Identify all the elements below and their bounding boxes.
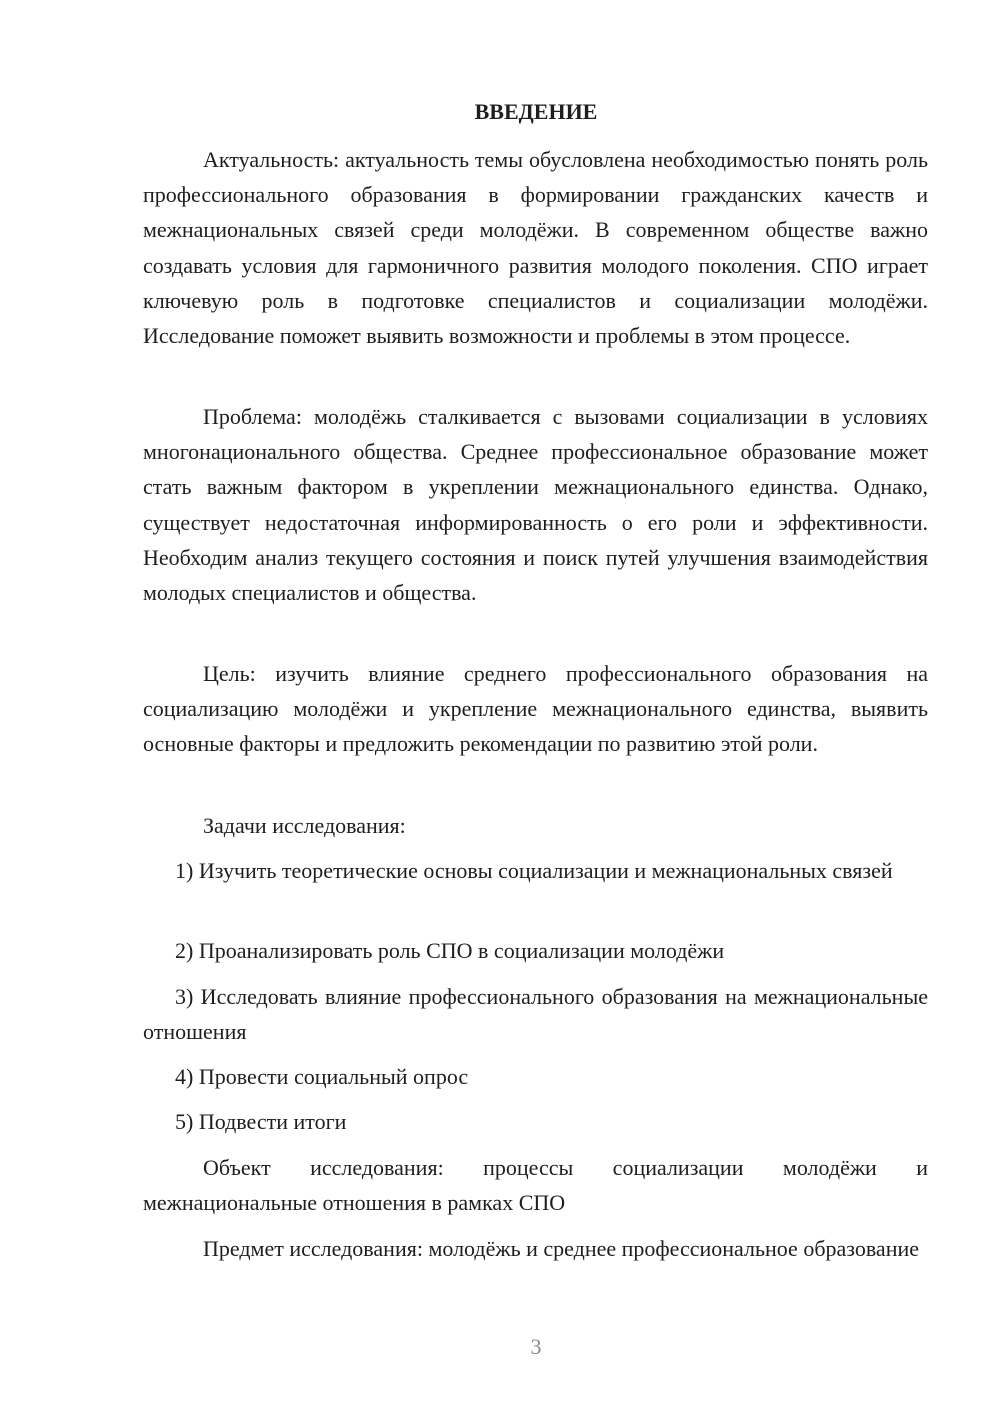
task-item-2: 2) Проанализировать роль СПО в социализации молодёжи [175, 938, 725, 963]
paragraph-subject: Предмет исследования: молодёжь и среднее профессиональное образование [203, 1236, 920, 1261]
task-item-1: 1) Изучить теоретические основы социализации и межнациональных связей [175, 858, 893, 883]
page-title: ВВЕДЕНИЕ [474, 99, 598, 124]
page-number: 3 [530, 1334, 542, 1359]
tasks-heading: Задачи исследования: [203, 813, 406, 838]
paragraph-problem: Проблема: молодёжь сталкивается с вызовами социализации в условиях многонационального общества. Среднее профессиональное образование может стать важным фактором в укреплении межнационального единства. Однако, существует недостаточная информированность о его роли и эффективности. Необходим анализ текущего состояния и поиск путей улучшения взаимодействия молодых специалистов и общества. [143, 404, 928, 606]
task-item-4: 4) Провести социальный опрос [175, 1064, 469, 1089]
task-item-5: 5) Подвести итоги [175, 1109, 347, 1134]
paragraph-relevance: Актуальность: актуальность темы обусловлена необходимостью понять роль профессионального образования в формировании гражданских качеств и межнациональных связей среди молодёжи. В современном обществе важно создавать условия для гармоничного развития молодого поколения. СПО играет ключевую роль в подготовке специалистов и социализации молодёжи. Исследование поможет выявить возможности и проблемы в этом процессе. [143, 147, 928, 349]
task-item-3: 3) Исследовать влияние профессионального образования на межнациональные отношения [143, 984, 928, 1045]
paragraph-goal: Цель: изучить влияние среднего профессионального образования на социализацию молодёжи и укрепление межнационального единства, выявить основные факторы и предложить рекомендации по развитию этой роли. [143, 661, 928, 757]
paragraph-object: Объект исследования: процессы социализации молодёжи и межнациональные отношения в рамках СПО [143, 1155, 928, 1216]
